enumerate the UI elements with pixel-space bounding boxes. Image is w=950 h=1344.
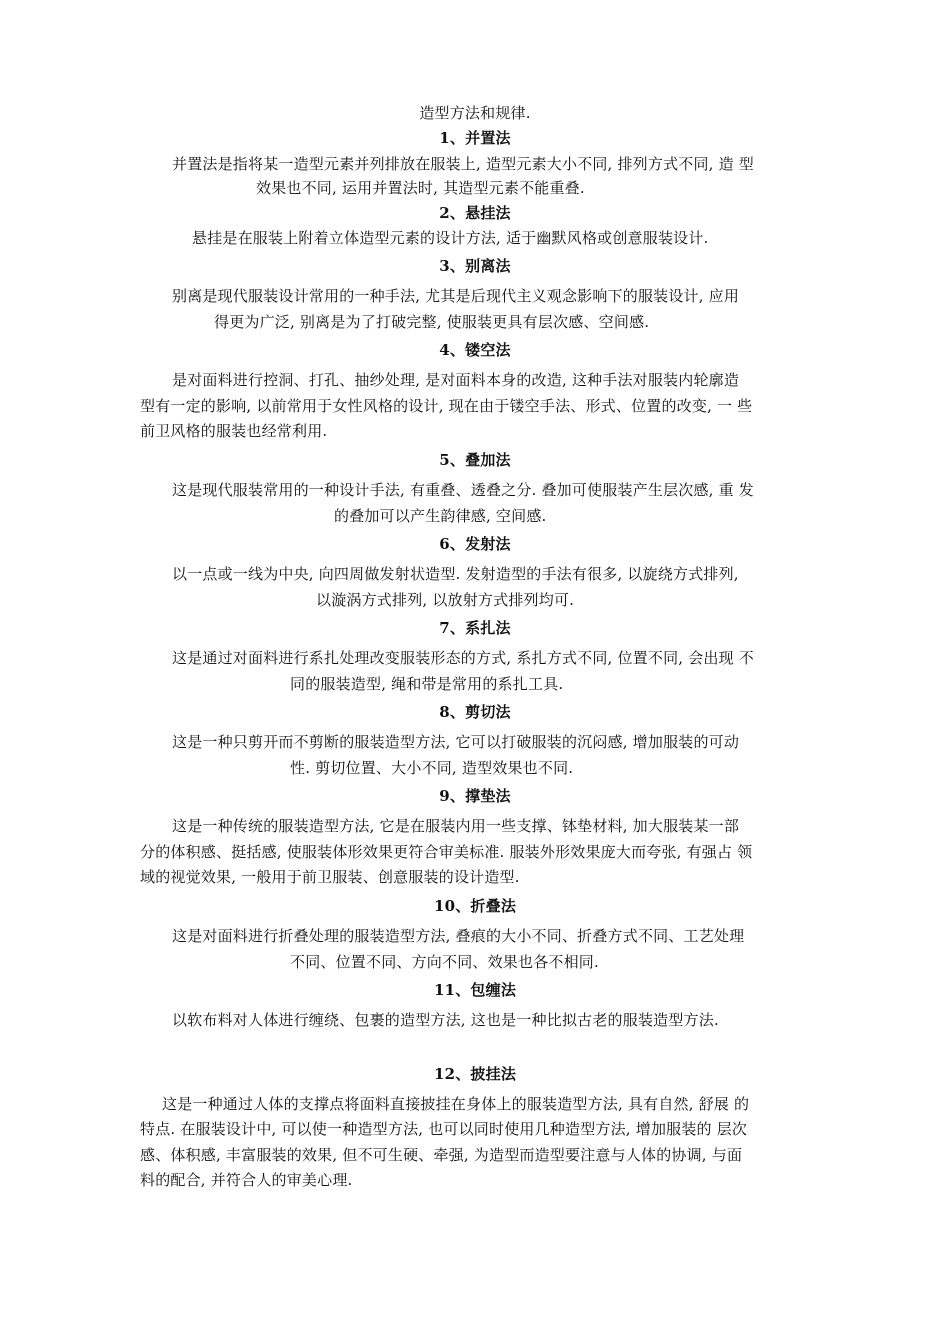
paragraph-line: 特点. 在服装设计中, 可以使一种造型方法, 也可以同时使用几种造型方法, 增加服装的 层次 — [140, 1120, 748, 1138]
paragraph-line: 不同、位置不同、方向不同、效果也各不相同. — [290, 953, 599, 971]
intro-line: 造型方法和规律. — [419, 104, 531, 122]
paragraph-line: 别离是现代服装设计常用的一种手法, 尤其是后现代主义观念影响下的服装设计, 应用 — [172, 287, 740, 305]
section-heading: 9、撑垫法 — [439, 787, 511, 805]
section-heading: 3、别离法 — [439, 257, 511, 275]
paragraph-line: 以软布料对人体进行缠绕、包裹的造型方法, 这也是一种比拟古老的服装造型方法. — [172, 1011, 719, 1029]
paragraph-line: 这是一种通过人体的支撑点将面料直接披挂在身体上的服装造型方法, 具有自然, 舒展 的 — [162, 1095, 750, 1113]
paragraph-line: 这是一种传统的服装造型方法, 它是在服装内用一些支撑、钵垫材料, 加大服装某一部 — [172, 817, 740, 835]
paragraph-line: 以漩涡方式排列, 以放射方式排列均可. — [316, 591, 575, 609]
paragraph-line: 悬挂是在服装上附着立体造型元素的设计方法, 适于幽默风格或创意服装设计. — [192, 229, 709, 247]
section-heading: 2、悬挂法 — [439, 204, 511, 222]
paragraph-line: 同的服装造型, 绳和带是常用的系扎工具. — [290, 675, 564, 693]
section-heading: 11、包缠法 — [433, 981, 517, 999]
paragraph-line: 料的配合, 并符合人的审美心理. — [140, 1171, 353, 1189]
paragraph-line: 这是一种只剪开而不剪断的服装造型方法, 它可以打破服装的沉闷感, 增加服装的可动 — [172, 733, 740, 751]
section-heading: 7、系扎法 — [439, 619, 511, 637]
paragraph-line: 这是通过对面料进行系扎处理改变服装形态的方式, 系扎方式不同, 位置不同, 会出现 不 — [172, 649, 754, 667]
paragraph-line: 并置法是指将某一造型元素并列排放在服装上, 造型元素大小不同, 排列方式不同, 造 型 — [172, 155, 754, 173]
paragraph-line: 得更为广泛, 别离是为了打破完整, 使服装更具有层次感、空间感. — [214, 313, 650, 331]
paragraph-line: 感、体积感, 丰富服装的效果, 但不可生硬、牵强, 为造型而造型要注意与人体的协调, 与面 — [140, 1146, 743, 1164]
paragraph-line: 效果也不同, 运用并置法时, 其造型元素不能重叠. — [256, 179, 585, 197]
paragraph-line: 这是对面料进行折叠处理的服装造型方法, 叠痕的大小不同、折叠方式不同、工艺处理 — [172, 927, 745, 945]
paragraph-line: 的叠加可以产生韵律感, 空间感. — [334, 507, 547, 525]
section-heading: 1、并置法 — [439, 129, 511, 147]
section-heading: 6、发射法 — [439, 535, 511, 553]
paragraph-line: 域的视觉效果, 一般用于前卫服装、创意服装的设计造型. — [140, 868, 520, 886]
section-heading: 5、叠加法 — [439, 451, 511, 469]
paragraph-line: 以一点或一线为中央, 向四周做发射状造型. 发射造型的手法有很多, 以旋绕方式排列, — [172, 565, 739, 583]
paragraph-line: 型有一定的影响, 以前常用于女性风格的设计, 现在由于镂空手法、形式、位置的改变, 一 些 — [140, 397, 753, 415]
paragraph-line: 前卫风格的服装也经常利用. — [140, 422, 328, 440]
paragraph-line: 这是现代服装常用的一种设计手法, 有重叠、透叠之分. 叠加可使服装产生层次感, 重 发 — [172, 481, 754, 499]
paragraph-line: 分的体积感、挺括感, 使服装体形效果更符合审美标准. 服装外形效果庞大而夸张, 有强占 领 — [140, 843, 753, 861]
section-heading: 12、披挂法 — [433, 1065, 517, 1083]
paragraph-line: 是对面料进行控洞、打孔、抽纱处理, 是对面料本身的改造, 这种手法对服装内轮廓造 — [172, 371, 740, 389]
section-heading: 8、剪切法 — [439, 703, 511, 721]
paragraph-line: 性. 剪切位置、大小不同, 造型效果也不同. — [290, 759, 574, 777]
section-heading: 4、镂空法 — [439, 341, 511, 359]
section-heading: 10、折叠法 — [433, 897, 517, 915]
